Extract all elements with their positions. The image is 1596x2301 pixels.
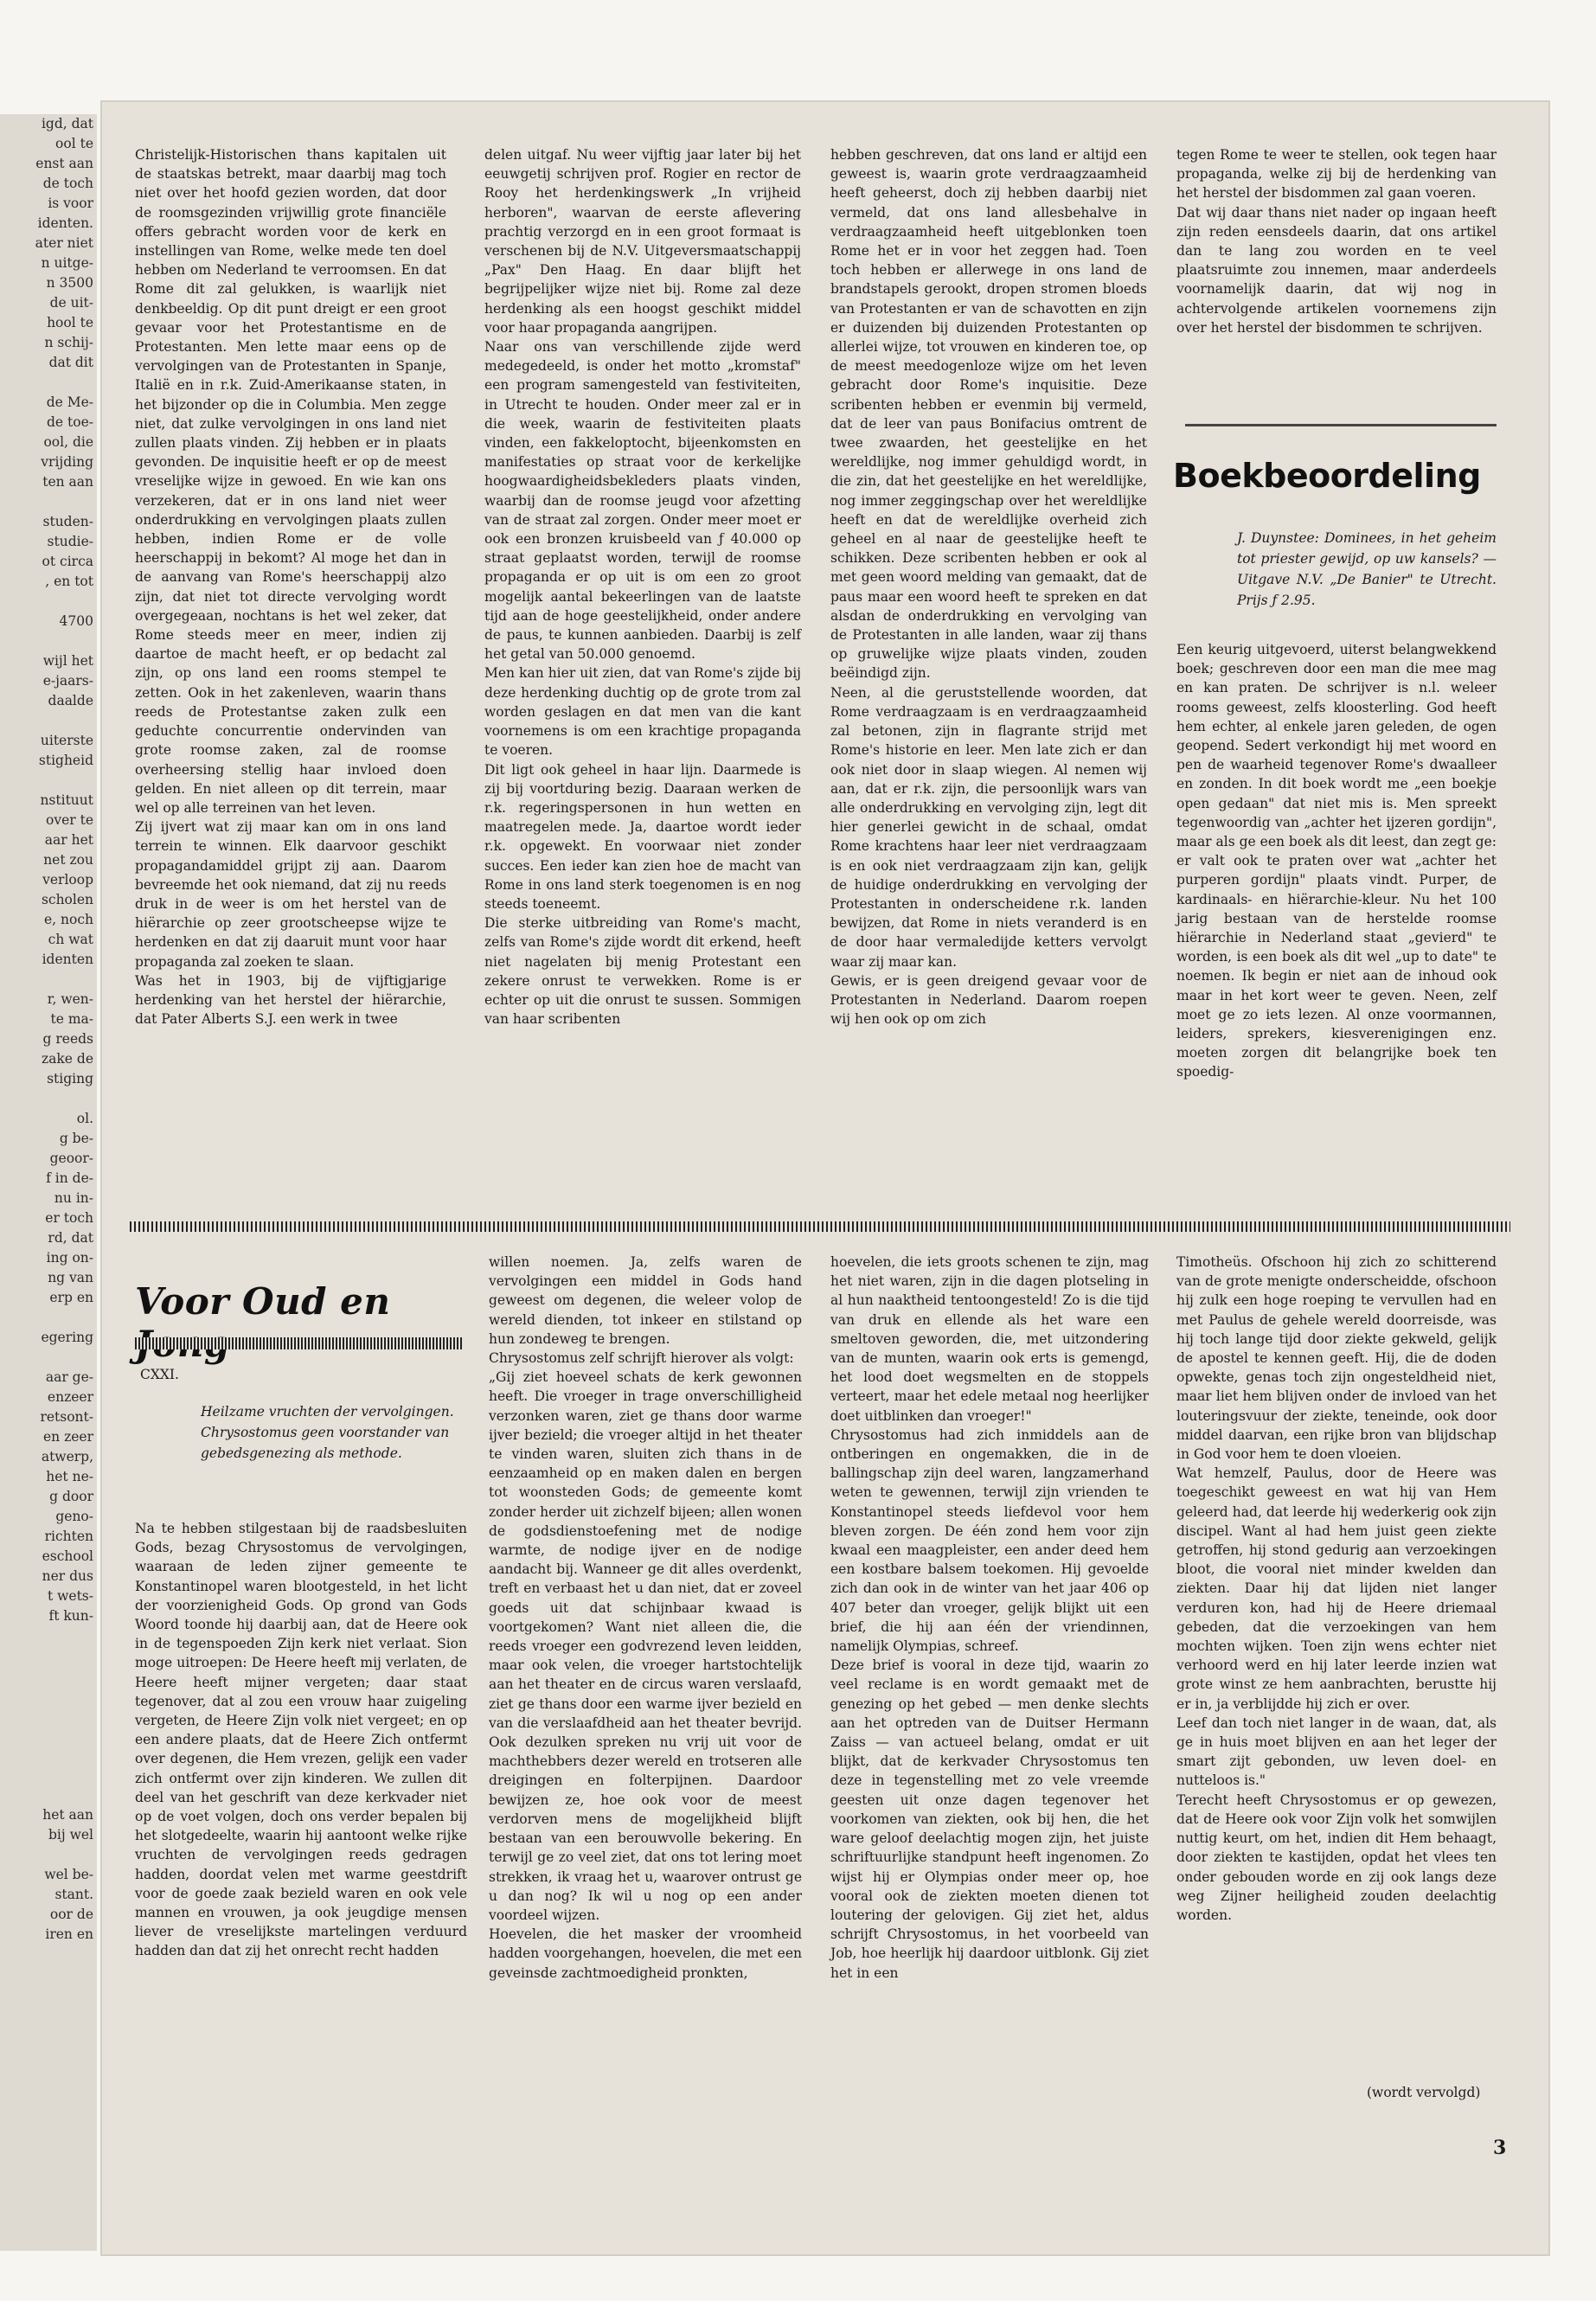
- fragment-line: rd, dat: [48, 1230, 93, 1246]
- fragment-line: ing on-: [46, 1250, 93, 1266]
- fragment-line: stiging: [47, 1071, 93, 1086]
- fragment-line: ol.: [76, 1111, 93, 1126]
- paragraph: Neen, al die geruststellende woorden, dat Rome verdraagzaam is en verdraagzaamheid zal betonen, zijn in flagrante strijd met Rome's historie en leer. Men late zich er dan ook niet door in slaap wiegen. Al nemen wij aan, dat er r.k. zijn, die persoonlijk wars van alle onderdrukking en vervolging zijn, legt dit hier generlei gewicht in de schaal, omdat Rome krachtens haar leer niet verdraagzaam is en ook niet verdraagzaam zijn kan, gelijk de huidige onderdrukking en vervolging der Protestanten in onderscheidene r.k. landen bewijzen, dat Rome in niets veranderd is en de door haar vermaledijde ketters vervolgt waar zij maar kan.: [830, 684, 1147, 970]
- fragment-line: net zou: [43, 852, 93, 868]
- fragment-line: [3, 970, 93, 990]
- chapter-subtitle: Heilzame vruchten der vervolgingen. Chrysostomus geen voorstander van gebedsgenezing als methode.: [201, 1404, 454, 1461]
- fragment-line: geoor-: [49, 1150, 93, 1166]
- fragment-line: , en tot: [45, 574, 93, 589]
- fragment-line: igd, dat: [41, 116, 93, 131]
- fragment-line: wijl het: [42, 653, 93, 669]
- fragment-line: ool te: [55, 136, 93, 151]
- paragraph: tegen Rome te weer te stellen, ook tegen haar propaganda, welke zij bij de herdenking van het herstel der bisdommen zal gaan voeren.: [1176, 147, 1497, 202]
- fragment-line: aar ge-: [45, 1369, 93, 1385]
- fragment-line: wel be-: [44, 1867, 93, 1882]
- fragment-line: t wets-: [47, 1588, 93, 1604]
- fragment-line: [3, 1308, 93, 1328]
- paragraph: Dat wij daar thans niet nader op ingaan heeft zijn reden eensdeels daarin, dat ons artikel dan te lang zou worden en te veel plaatsruimte zou innemen, maar anderdeels voornamelijk daarin, dat wij nog in achtervolgende artikelen voornemens zijn over het herstel der bisdommen te schrijven.: [1176, 204, 1497, 336]
- fragment-line: enst aan: [35, 156, 93, 171]
- paragraph: Chrysostomus zelf schrijft hierover als volgt:: [489, 1350, 794, 1367]
- fragment-line: atwerp,: [41, 1449, 93, 1465]
- paragraph: Chrysostomus had zich inmiddels aan de ontberingen en ongemakken, die in de ballingschap zijn deel waren, langzamerhand weten te gewennen, terwijl zijn vrienden te Konstantinopel steeds liefdevol voor hem bleven zorgen. De één zond hem voor zijn kwaal een maagpleister, een ander deed hem een kostbare balsem toekomen. Hij gevoelde zich dan ook in de winter van het jaar 406 op 407 beter dan vroeger, gelijk blijkt uit een brief, die hij aan één der vriendinnen, namelijk Olympias, schreef.: [830, 1426, 1149, 1655]
- fragment-line: [3, 492, 93, 512]
- voor-oud-en-jong-heading: Voor Oud en: [135, 1280, 391, 1323]
- fragment-line: is voor: [48, 195, 93, 211]
- paragraph: Wat hemzelf, Paulus, door de Heere was toegeschikt geweest en wat hij van Hem geleerd had, dat leerde hij wederkerig ook zijn discipel. Want al had hem juist geen ziekte getroffen, hij stond gedurig aan verzoekingen bloot, die vooral niet minder kwelden dan ziekten. Daar hij dat lijden niet langer verduren kon, had hij de Heere driemaal gebeden, dat die verzoekingen van hem mochten wijken. Toen zijn wens echter niet verhoord werd en hij later leerde inzien wat grote winst ze hem aanbrachten, berustte hij er in, ja verblijdde hij zich er over.: [1176, 1465, 1497, 1712]
- heading-underline-band: [135, 1337, 464, 1349]
- article-column-3: [830, 145, 1147, 1029]
- previous-page-margin: [0, 114, 97, 2251]
- paragraph: „Gij ziet hoeveel schats de kerk gewonnen heeft. Die vroeger in trage onverschilligheid verzonken waren, ziet ge thans door warme ijver bezield; die vroeger altijd in het theater te vinden waren, sluiten zich thans in de eenzaamheid op en maken dalen en bergen tot woonsteden Gods; de gemeente komt zonder herder uit zichzelf bijeen; allen wonen de godsdienstoefening met de nodige warmte, de nodige ijver en de nodige aandacht bij. Wanneer ge dit alles overdenkt, treft en verbaast het u dan niet, dat er zoveel goeds uit dat schijnbaar kwaad is voortgekomen? Want niet alleen die, die reeds vroeger een godvrezend leven leidden, maar ook velen, die vroeger hartstochtelijk aan het theater en de circus waren verslaafd, ziet ge thans door een warme ijver bezield en van die verslaafdheid aan het theater bevrijd. Ook dezulken spreken nu vrij uit voor de machthebbers dezer wereld en trotseren alle dreigingen en folterpijnen. Daardoor bewijzen ze, hoe ook voor de meest verdorven mens de mogelijkheid blijft bestaan van een berouwvolle bekering. En terwijl ge zo veel ziet, dat ons tot lering moet strekken, ik vraag het u, waarover ontrust ge u dan nog? Ik wil u nog op een ander voordeel wijzen.: [489, 1369, 802, 1923]
- fragment-line: stigheid: [38, 753, 93, 768]
- fragment-line: [3, 592, 93, 612]
- fragment-line: [3, 1646, 93, 1666]
- fragment-line: e, noch: [43, 912, 93, 927]
- paragraph: hoevelen, die iets groots schenen te zijn, mag het niet waren, zijn in die dagen plotseling in al hun naaktheid tentoongesteld! Zo is die tijd van druk en ellende als het ware een smeltoven geworden, die, met uitzondering van de munten, waarin ook erts is gemengd, het lood doet wegsmelten en de stoppels verteert, maar het edele metaal nog heerlijker doet uitblinken dan vroeger!": [830, 1254, 1149, 1424]
- fragment-line: nstituut: [40, 792, 93, 808]
- fragment-line: f in de-: [46, 1170, 93, 1186]
- paragraph: Hoevelen, die het masker der vroomheid hadden voorgehangen, hoevelen, die met een geveinsde zachtmoedigheid pronkten,: [489, 1926, 802, 1981]
- paragraph: Was het in 1903, bij de vijftigjarige herdenking van het herstel der hiërarchie, dat Pater Alberts S.J. een werk in twee: [135, 972, 446, 1028]
- fragment-line: scholen: [41, 892, 93, 907]
- fragment-line: en zeer: [42, 1429, 93, 1445]
- story-column-4: [1176, 1253, 1497, 1925]
- fragment-line: [3, 1706, 93, 1726]
- fragment-line: [3, 1626, 93, 1646]
- paragraph: Terecht heeft Chrysostomus er op gewezen, dat de Heere ook voor Zijn volk het somwijlen nuttig keurt, om het, indien dit Hem behaagt, door ziekten te kastijden, opdat het vlees ten onder gebouden worde en zij ook langs deze weg Zijner heiligheid zouden deelachtig worden.: [1176, 1791, 1497, 1923]
- fragment-line: het ne-: [46, 1469, 93, 1484]
- fragment-line: [3, 1785, 93, 1805]
- fragment-line: r, wen-: [47, 991, 93, 1007]
- story-column-2: [489, 1253, 802, 1983]
- fragment-line: enzeer: [47, 1389, 93, 1405]
- fragment-line: dat dit: [48, 355, 93, 370]
- fragment-line: ch wat: [48, 932, 93, 947]
- paragraph: Men kan hier uit zien, dat van Rome's zijde bij deze herdenking duchtig op de grote trom zal worden geslagen en dat men van die kant voornemens is om een krachtige propaganda te voeren.: [484, 665, 801, 759]
- fragment-line: ot circa: [42, 554, 93, 569]
- paragraph: Christelijk-Historischen thans kapitalen uit de staatskas betrekt, maar daarbij mag toch niet over het hoofd gezien worden, dat door de roomsgezinden vrijwillig grote financiële offers gebracht worden voor de kerk en instellingen van Rome, welke mede ten doel hebben om Nederland te verroomsen. En dat Rome dit zal gelukken, is waarlijk niet denkbeeldig. Op dit punt dreigt er een groot gevaar voor het Protestantisme en de Protestanten. Men lette maar eens op de vervolgingen van de Protestanten in Spanje, Italië en in r.k. Zuid-Amerikaanse staten, in het bijzonder op die in Columbia. Men zegge niet, dat zulke vervolgingen in ons land niet zullen plaats vinden. Zij hebben er in plaats gevonden. De inquisitie heeft er op de meest vreselijke wijze in gewoed. En wie kan ons verzekeren, dat er in ons land niet weer onderdrukking en vervolgingen plaats zullen hebben, indien Rome er de volle heerschappij in bekomt? Al moge het dan in de aanvang van Rome's heerschappij alzo zijn, dat niet tot directe vervolging wordt overgegeaan, nochtans is het wel zeker, dat Rome steeds meer en meer, indien zij daartoe de macht heeft, er op bedacht zal zijn, op ons land een rooms stempel te zetten. Ook in het zakenleven, waarin thans reeds de Protestantse zaken zulk een geduchte concurrentie ondervinden van grote roomse zaken, zal de roomse overheersing stellig haar invloed doen gelden. En niet alleen op dit terrein, maar wel op alle terreinen van het leven.: [135, 147, 446, 816]
- fragment-line: [3, 1726, 93, 1746]
- fragment-line: 4700: [59, 613, 93, 629]
- paragraph: Deze brief is vooral in deze tijd, waarin zo veel reclame is en wordt gemaakt met de genezing op het gebed — men denke slechts aan het optreden van de Duitser Hermann Zaiss — van actueel belang, omdat er uit blijkt, dat de kerkvader Chrysostomus ten deze in tegenstelling met zo vele vreemde geesten uit onze dagen tegenover het voorkomen van ziekten, ook bij hen, die het ware geloof deelachtig mogen zijn, het juiste schriftuurlijke standpunt heeft ingenomen. Zo wijst hij er Olympias onder meer op, hoe vooral ook de ziekten moeten dienen tot loutering der gelovigen. Gij ziet het, aldus schrijft Chrysostomus, in het voorbeeld van Job, hoe heerlijk hij daardoor uitblonk. Gij ziet het in een: [830, 1657, 1149, 1981]
- book-review-heading: Boekbeoordeling: [1173, 457, 1481, 495]
- page-number: 3: [1493, 2137, 1507, 2159]
- fragment-line: [3, 1746, 93, 1766]
- previous-page-fragments: [0, 114, 97, 1945]
- fragment-line: uiterste: [40, 733, 93, 748]
- fragment-line: g reeds: [42, 1031, 93, 1047]
- fragment-line: studie-: [47, 534, 93, 549]
- fragment-line: over te: [46, 812, 93, 828]
- fragment-line: [3, 1845, 93, 1865]
- fragment-line: het aan: [42, 1807, 93, 1823]
- fragment-line: de uit-: [49, 295, 93, 311]
- fragment-line: aar het: [44, 832, 93, 848]
- paragraph: willen noemen. Ja, zelfs waren de vervolgingen een middel in Gods hand geweest om degenen, die weleer volop de wereld dienden, tot inkeer en stilstand op hun zondeweg te brengen.: [489, 1254, 802, 1347]
- fragment-line: ater niet: [35, 235, 93, 251]
- paragraph: Die sterke uitbreiding van Rome's macht, zelfs van Rome's zijde wordt dit erkend, heeft niet nagelaten bij menig Protestant een zekere onrust te verwekken. Rome is er echter op uit die onrust te sussen. Sommigen van haar scribenten: [484, 915, 801, 1028]
- fragment-line: studen-: [42, 514, 93, 529]
- fragment-line: stant.: [54, 1887, 93, 1902]
- fragment-line: [3, 1686, 93, 1706]
- fragment-line: identen.: [37, 215, 93, 231]
- fragment-line: n schij-: [44, 335, 93, 350]
- fragment-line: verloop: [42, 872, 93, 888]
- fragment-line: egering: [41, 1330, 93, 1345]
- fragment-line: de toch: [42, 176, 93, 191]
- fragment-line: te ma-: [50, 1011, 93, 1027]
- paragraph: delen uitgaf. Nu weer vijftig jaar later bij het eeuwgetij schrijven prof. Rogier en rector de Rooy het herdenkingswerk „In vrijheid herboren", waarvan de eerste aflevering prachtig verzorgd en in een groot formaat is verschenen bij de N.V. Uitgeversmaatschappij „Pax" Den Haag. En daar blijft het begrijpelijker wijze niet bij. Rome zal deze herdenking als een hoogst geschikt middel voor haar propaganda aangrijpen.: [484, 147, 801, 336]
- paragraph: Gewis, er is geen dreigend gevaar voor de Protestanten in Nederland. Daarom roepen wij hen ook op om zich: [830, 972, 1147, 1028]
- fragment-line: retsont-: [40, 1409, 93, 1425]
- book-review-body: [1176, 640, 1497, 1082]
- article-column-2: [484, 145, 801, 1029]
- fragment-line: ner dus: [42, 1568, 93, 1584]
- fragment-line: de toe-: [47, 414, 93, 430]
- book-reference: J. Duynstee: Dominees, in het geheim tot priester gewijd, op uw kansels? —Uitgave N.V. „De Banier" te Utrecht. Prijs ƒ 2.95.: [1237, 530, 1497, 608]
- fragment-line: g door: [49, 1489, 93, 1504]
- section-rule: [1185, 424, 1497, 426]
- fragment-line: [3, 631, 93, 651]
- fragment-line: g be-: [59, 1131, 93, 1146]
- fragment-line: [3, 1089, 93, 1109]
- fragment-line: e-jaars-: [42, 673, 93, 689]
- article-column-4: [1176, 145, 1497, 337]
- book-review-paragraph: Een keurig uitgevoerd, uiterst belangwekkend boek; geschreven door een man die mee mag en kan praten. De schrijver is n.l. weleer rooms geweest, zelfs kloosterling. God heeft hem echter, al enkele jaren geleden, de ogen geopend. Sedert verkondigt hij met woord en pen de waarheid tegenover Rome's dwaalleer en zonden. In dit boek wordt me „een boekje open gedaan" dat niet mis is. Men spreekt tegenwoordig van „achter het ijzeren gordijn", maar als ge een boek als dit leest, dan zegt ge: er valt ook te praten over wat „achter het purperen gordijn" plaats vindt. Purper, de kardinaals- en hiërarchie-kleur. Nu het 100 jarig bestaan van de herstelde roomse hiërarchie in Nederland staat „gevierd" te worden, is een boek als dit wel „up to date" te noemen. Ik begin er niet aan de inhoud ook maar in het kort weer te geven. Neen, zelf moet ge zo iets lezen. Al onze voormannen, leiders, sprekers, kiesverenigingen enz. moeten zorgen dit belangrijke boek ten spoedig-: [1176, 642, 1497, 1080]
- fragment-line: geno-: [55, 1509, 93, 1524]
- fragment-line: ten aan: [42, 474, 93, 490]
- fragment-line: nu in-: [54, 1190, 93, 1206]
- fragment-line: hool te: [47, 315, 93, 330]
- paragraph: hebben geschreven, dat ons land er altijd een geweest is, waarin grote verdraagzaamheid heeft geheerst, doch zij hebben daarbij niet vermeld, dat ons land allesbehalve in verdraagzaamheid heeft uitgeblonken toen Rome het er in voor het zeggen had. Toen toch hebben er allerwege in ons land de brandstapels gerookt, dropen stromen bloeds van Protestanten er van de schavotten en zijn er duizenden bij duizenden Protestanten op allerlei wijze, tot vrouwen en kinderen toe, op de meest meedogenloze wijze om het leven gebracht door Rome's inquisitie. Deze scribenten hebben er evenmin bij vermeld, dat de leer van paus Bonifacius omtrent de twee zwaarden, het geestelijke en het wereldlijke, nog immer gehuldigd wordt, in die zin, dat het geestelijke en het wereldlijke, nog immer zeggingschap over het wereldlijke heeft en dat de wereldlijke overheid zich geheel en al naar de geestelijke heeft te schikken. Deze scribenten hebben er ook al met geen woord melding van gemaakt, dat de paus maar een woord heeft te spreken en dat alsdan de onderdrukking en vervolging van de Protestanten in alle landen, waar zij thans op gruwelijke wijze plaats vinden, zouden beëindigd zijn.: [830, 147, 1147, 682]
- fragment-line: daalde: [48, 693, 93, 708]
- paragraph: Na te hebben stilgestaan bij de raadsbesluiten Gods, bezag Chrysostomus de vervolgingen, waaraan de leden zijner gemeente te Konstantinopel waren blootgesteld, in het licht der voorzienigheid Gods. Op grond van Gods Woord toonde hij daarbij aan, dat de Heere ook in de tegenspoeden Zijn kerk niet verlaat. Sion moge uitroepen: De Heere heeft mij verlaten, de Heere heeft mijner vergeten; daar staat tegenover, dat al zou een vrouw haar zuigeling vergeten, de Heere Zijn volk niet vergeet; en op een andere plaats, dat de Heere Zich ontfermt over degenen, die Hem vrezen, gelijk een vader zich ontfermt over zijn kinderen. We zullen dit deel van het geschrift van deze kerkvader niet op de voet volgen, doch ons verder bepalen bij het slotgedeelte, waarin hij aantoont welke rijke vruchten de vervolgingen reeds gedragen hadden, doordat velen met warme geestdrift voor de goede zaak bezield waren en ook vele mannen en vrouwen, ja ook jeugdige mensen liever de vreselijkste martelingen verduurd hadden dan dat zij het onrecht recht hadden: [135, 1521, 467, 1959]
- fragment-line: [3, 711, 93, 731]
- fragment-line: [3, 1766, 93, 1785]
- fragment-line: n uitge-: [41, 255, 93, 271]
- paragraph: Naar ons van verschillende zijde werd medegedeeld, is onder het motto „kromstaf" een program samengesteld van festiviteiten, in Utrecht te houden. Onder meer zal er in die week, waarin de festiviteiten plaats vinden, een fakkeloptocht, bijeenkomsten en manifestaties op straat voor de kerkelijke hoogwaardigheidsbekleders plaats vinden, waarbij dan de roomse jeugd voor afzetting van de straat zal zorgen. Onder meer moet er ook een bronzen kruisbeeld van ƒ 40.000 op straat geplaatst worden, terwijl de roomse propaganda er op uit is om een zo groot mogelijk aantal bekeerlingen van de laatste tijd aan de hoge geestelijkheid, onder andere de paus, te kunnen aanbieden. Daarbij is zelf het getal van 50.000 genoemd.: [484, 339, 801, 663]
- fragment-line: iren en: [45, 1926, 93, 1942]
- chapter-number: CXXI.: [140, 1367, 179, 1382]
- article-column-1: [135, 145, 446, 1029]
- fragment-line: richten: [44, 1529, 93, 1544]
- fragment-line: [3, 1666, 93, 1686]
- horizontal-divider: [130, 1221, 1510, 1232]
- fragment-line: erp en: [49, 1290, 93, 1305]
- fragment-line: de Me-: [46, 394, 93, 410]
- fragment-line: n 3500: [46, 275, 93, 291]
- continued-note: (wordt vervolgd): [1367, 2085, 1481, 2100]
- fragment-line: ng van: [48, 1270, 93, 1285]
- fragment-line: er toch: [45, 1210, 93, 1226]
- fragment-line: zake de: [42, 1051, 93, 1067]
- fragment-line: [3, 771, 93, 791]
- fragment-line: ft kun-: [48, 1608, 93, 1624]
- paragraph: Timotheüs. Ofschoon hij zich zo schitterend van de grote menigte onderscheidde, ofschoon hij zulk een hoge roeping te vervullen had en met Paulus de gehele wereld doorreisde, was hij toch lange tijd door ziekte gekweld, gelijk de apostel te kennen geeft. Hij, die de doden opwekte, genas toch zijn ongesteldheid niet, maar liet hem blijven onder de invloed van het louteringsvuur der ziekte, teneinde, ook door middel daarvan, een rijke bron van blijdschap in God voor hem te doen vloeien.: [1176, 1254, 1497, 1463]
- story-column-1: [135, 1519, 467, 1961]
- paragraph: Zij ijvert wat zij maar kan om in ons land terrein te winnen. Elk daarvoor geschikt propagandamiddel grijpt zij aan. Daarom bevreemde het ook niemand, dat zij nu reeds druk in de weer is om het herstel van de hiërarchie op zeer grootscheepse wijze te herdenken en dat zij daaruit munt voor haar propaganda zal zoeken te slaan.: [135, 819, 446, 970]
- fragment-line: oor de: [49, 1907, 93, 1922]
- fragment-line: identen: [42, 952, 93, 967]
- fragment-line: vrijding: [41, 454, 93, 470]
- fragment-line: [3, 1348, 93, 1368]
- story-column-3: [830, 1253, 1149, 1983]
- fragment-line: bij wel: [48, 1827, 93, 1843]
- fragment-line: eschool: [42, 1548, 93, 1564]
- paragraph: Leef dan toch niet langer in de waan, dat, als ge in huis moet blijven en aan het leger der smart zijt gebonden, uw leven doel- en nutteloos is.": [1176, 1715, 1497, 1789]
- fragment-line: ool, die: [43, 434, 93, 450]
- fragment-line: [3, 373, 93, 393]
- paragraph: Dit ligt ook geheel in haar lijn. Daarmede is zij bij voortduring bezig. Daaraan werken de r.k. regeringspersonen in hun wetten en maatregelen mede. Ja, daartoe wordt ieder r.k. opgewekt. En voorwaar niet zonder succes. Een ieder kan zien hoe de macht van Rome in ons land sterk toegenomen is en nog steeds toeneemt.: [484, 761, 801, 912]
